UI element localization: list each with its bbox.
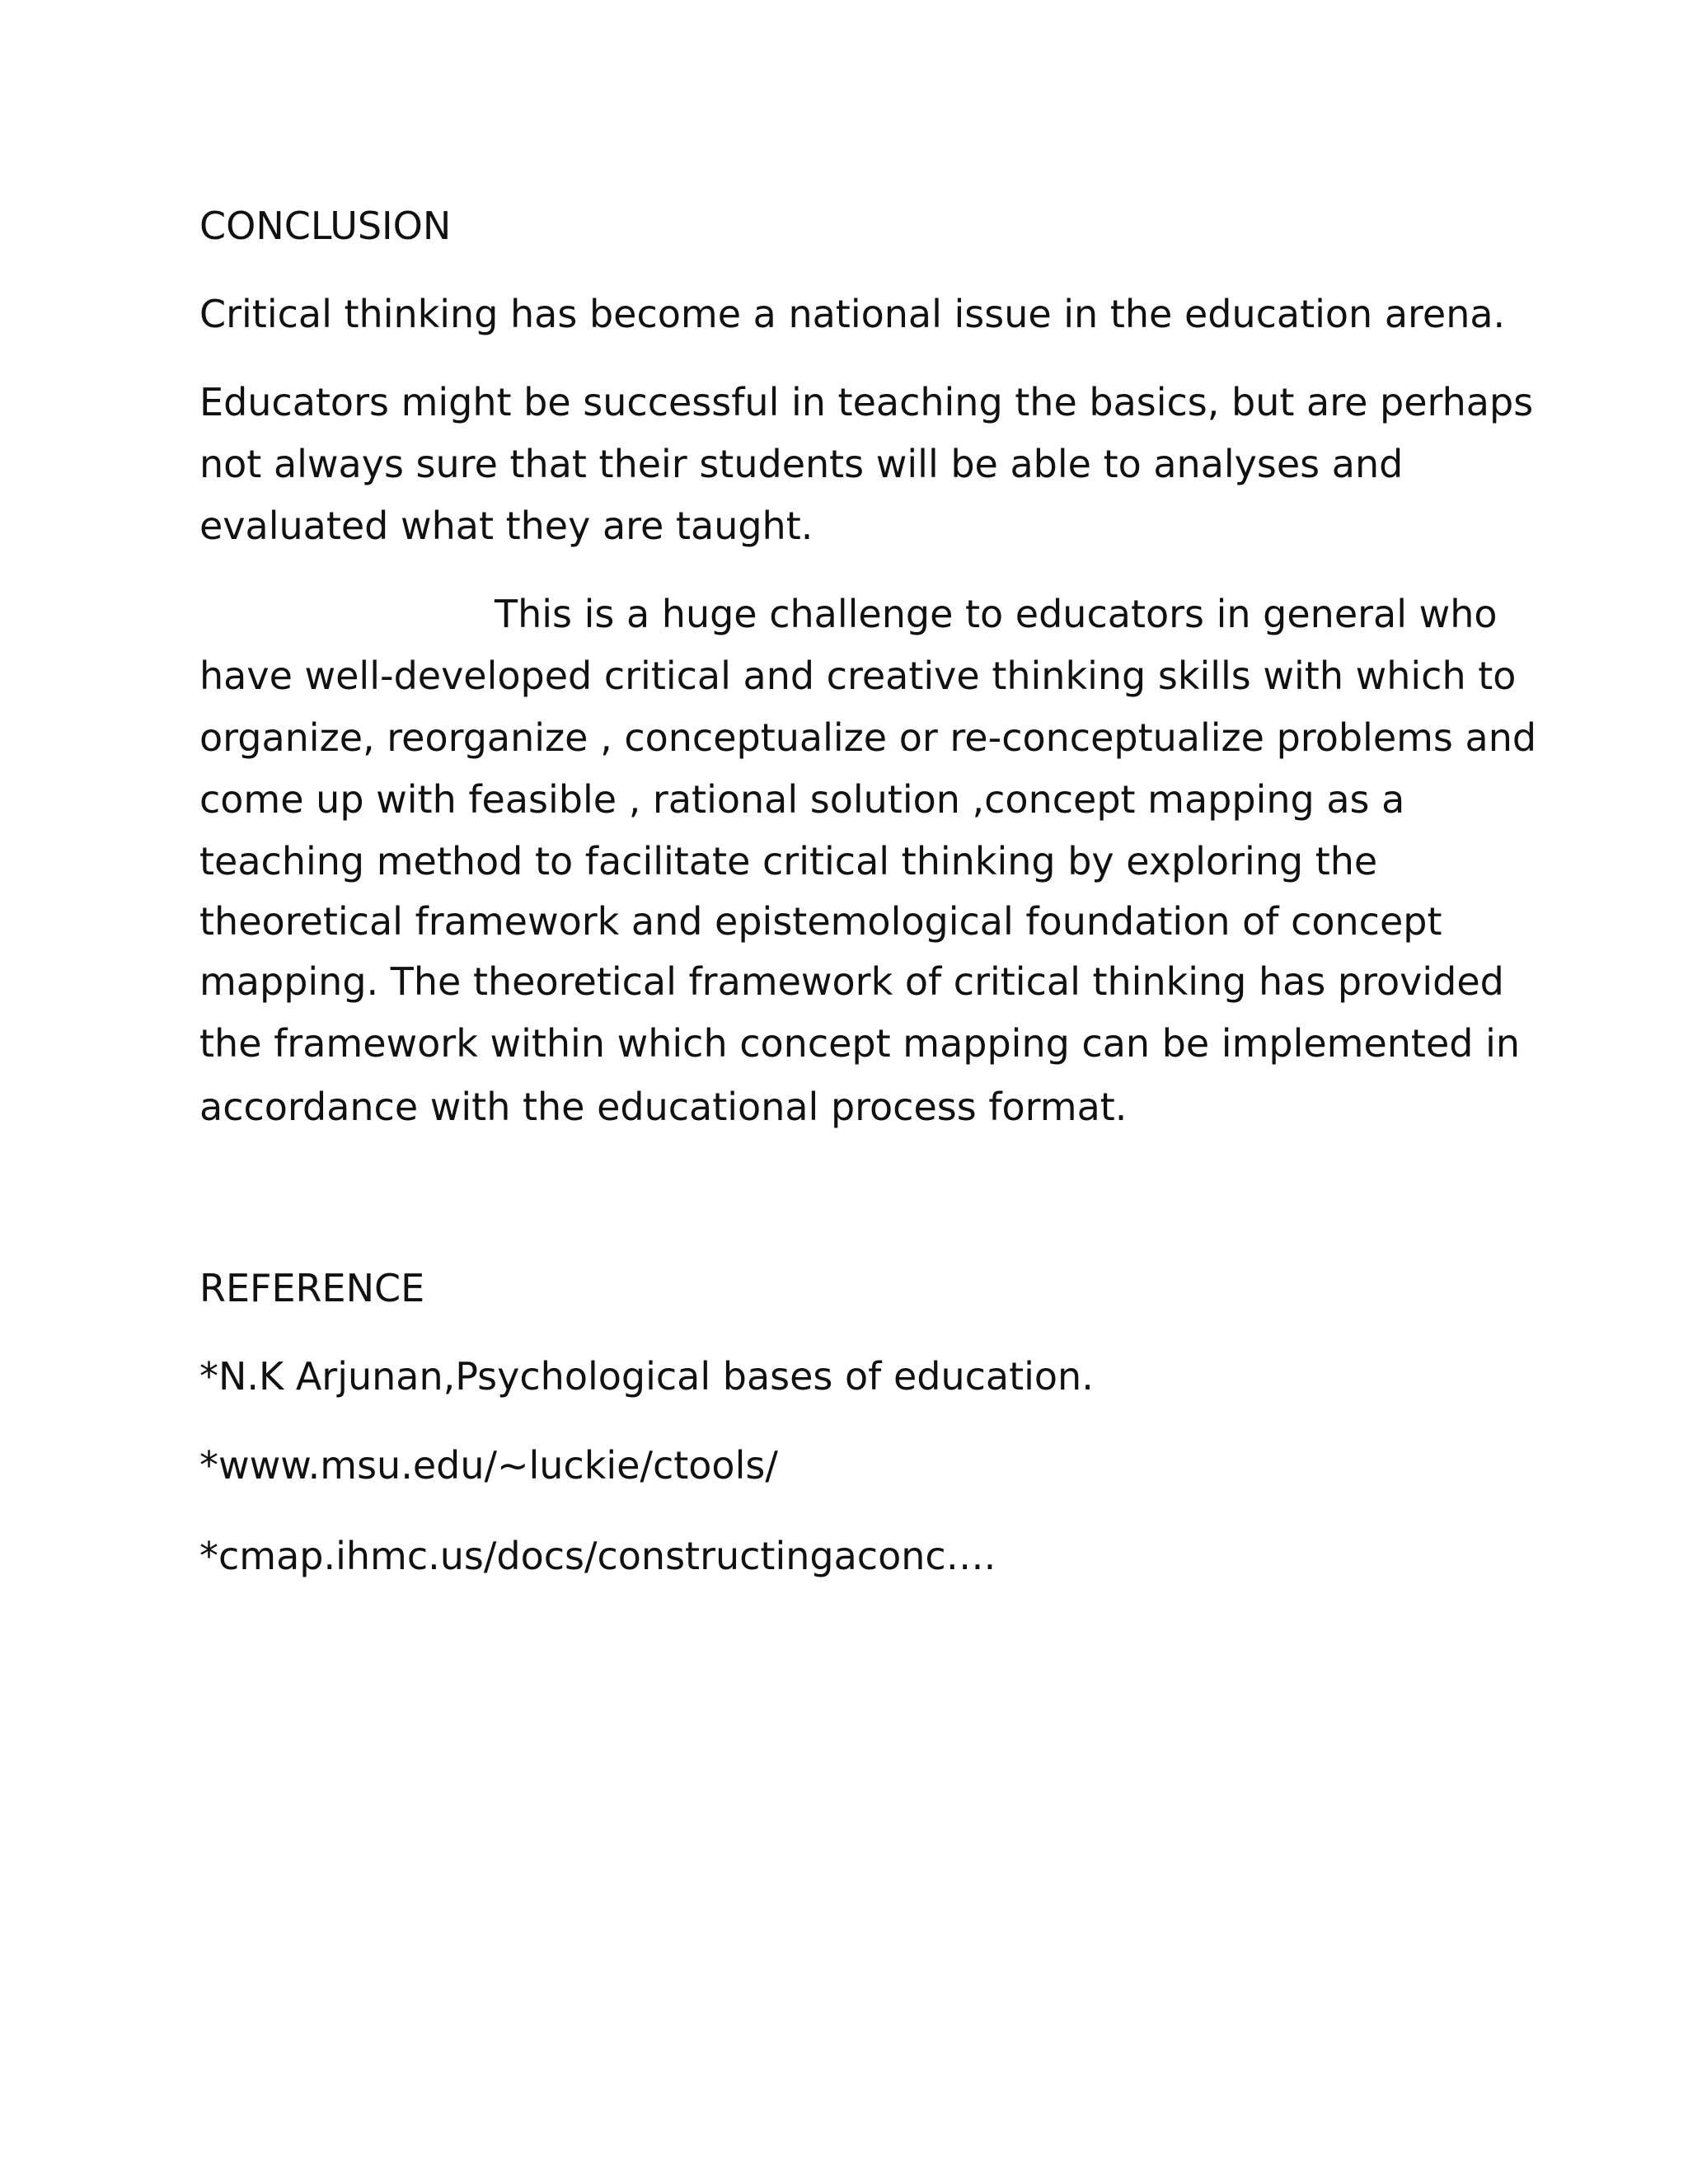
conclusion-paragraph-3-line-9: accordance with the educational process format. xyxy=(199,1085,1128,1129)
reference-item-1: *N.K Arjunan,Psychological bases of education. xyxy=(199,1354,1094,1399)
conclusion-paragraph-2-line-3: evaluated what they are taught. xyxy=(199,504,814,548)
conclusion-paragraph-2-line-1: Educators might be successful in teaching the basics, but are perhaps xyxy=(199,380,1534,424)
conclusion-paragraph-3-line-3: organize, reorganize , conceptualize or re-conceptualize problems and xyxy=(199,715,1537,760)
reference-item-2: *www.msu.edu/~luckie/ctools/ xyxy=(199,1443,778,1488)
conclusion-paragraph-3-line-4: come up with feasible , rational solution ,concept mapping as a xyxy=(199,777,1405,822)
conclusion-paragraph-3-line-1: This is a huge challenge to educators in general who xyxy=(495,592,1498,636)
conclusion-paragraph-1: Critical thinking has become a national issue in the education arena. xyxy=(199,292,1506,336)
reference-heading: REFERENCE xyxy=(199,1266,425,1310)
reference-item-3: *cmap.ihmc.us/docs/constructingaconc…. xyxy=(199,1534,996,1578)
conclusion-heading: CONCLUSION xyxy=(199,204,452,248)
conclusion-paragraph-3-line-5: teaching method to facilitate critical thinking by exploring the xyxy=(199,839,1378,883)
conclusion-paragraph-3-line-8: the framework within which concept mapping can be implemented in xyxy=(199,1021,1521,1066)
conclusion-paragraph-3-line-7: mapping. The theoretical framework of critical thinking has provided xyxy=(199,959,1504,1004)
conclusion-paragraph-3-line-6: theoretical framework and epistemological foundation of concept xyxy=(199,899,1442,944)
conclusion-paragraph-3-line-2: have well-developed critical and creative thinking skills with which to xyxy=(199,654,1517,698)
conclusion-paragraph-2-line-2: not always sure that their students will be able to analyses and xyxy=(199,442,1404,486)
